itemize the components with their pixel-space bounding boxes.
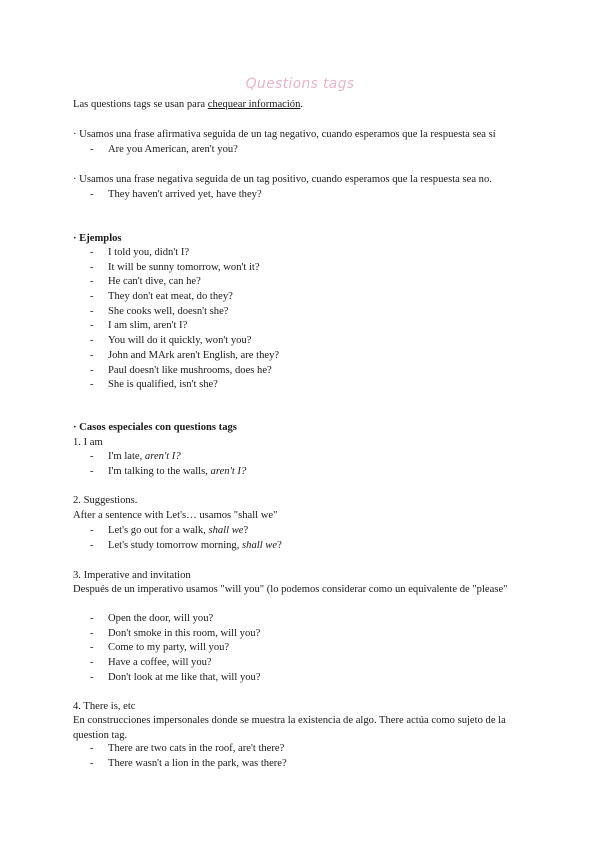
- list-item: - Are you American, aren't you?: [90, 143, 238, 158]
- case3-heading: 3. Imperative and invitation: [73, 570, 191, 581]
- question-tag: shall we: [242, 539, 278, 551]
- rule-negative-list: [90, 188, 262, 203]
- case2-heading: 2. Suggestions.: [73, 495, 138, 506]
- list-item: - There are two cats in the roof, are't there?: [90, 743, 285, 754]
- list-item: - I'm talking to the walls, aren't I?: [90, 465, 247, 477]
- rule-negative: · Usamos una frase negativa seguida de un tag positivo, cuando esperamos que la respuesta sea no.: [73, 174, 492, 185]
- case3-text: Después de un imperativo usamos "will you" (lo podemos considerar como un equivalente de "please": [73, 584, 508, 595]
- list-item: - Let's study tomorrow morning, shall we?: [90, 539, 282, 551]
- page-title: Questions tags: [245, 76, 355, 92]
- examples-heading: · Ejemplos: [73, 233, 122, 244]
- intro-suffix: .: [300, 99, 304, 110]
- question-tag: aren't I?: [210, 465, 247, 477]
- case3-list: [90, 612, 261, 685]
- list-item: - Don't look at me like that, will you?: [90, 671, 261, 683]
- case4-text: En construcciones impersonales donde se muestra la existencia de algo. There actúa como sujeto de la question tag.: [73, 715, 506, 741]
- list-item: - Let's go out for a walk, shall we?: [90, 525, 249, 536]
- examples-list: [90, 246, 279, 393]
- list-item: - Paul doesn't like mushrooms, does he?: [90, 364, 272, 376]
- list-item: - There wasn't a lion in the park, was there?: [90, 757, 287, 769]
- case1-list: [90, 450, 246, 479]
- case2-list: [90, 524, 282, 553]
- list-item: - Open the door, will you?: [90, 613, 214, 624]
- intro-underlined-text: chequear información: [207, 99, 301, 110]
- list-item: - They don't eat meat, do they?: [90, 291, 233, 303]
- list-item: - He can't dive, can he?: [90, 276, 201, 288]
- list-item: - I am slim, aren't I?: [90, 320, 188, 332]
- question-tag: aren't I?: [144, 451, 181, 462]
- question-tag: shall we: [208, 525, 244, 536]
- list-item: - Have a coffee, will you?: [90, 657, 212, 669]
- case2-text: After a sentence with Let's… usamos "shall we": [73, 510, 278, 521]
- intro-paragraph: [73, 98, 543, 113]
- list-item: - I'm late, aren't I?: [90, 451, 181, 462]
- list-item: - She cooks well, doesn't she?: [90, 305, 229, 317]
- list-item: - Come to my party, will you?: [90, 642, 230, 654]
- dash-bullet: -: [90, 189, 94, 200]
- intro-prefix: Las questions tags se usan para: [73, 99, 208, 110]
- list-item: - It will be sunny tomorrow, won't it?: [90, 261, 260, 273]
- dash-bullet: -: [90, 144, 94, 155]
- list-item: - I told you, didn't I?: [90, 247, 190, 258]
- rule-affirmative: · Usamos una frase afirmativa seguida de un tag negativo, cuando esperamos que la respuesta sea sí: [73, 129, 496, 140]
- list-item: - Don't smoke in this room, will you?: [90, 627, 261, 639]
- special-cases-heading: · Casos especiales con questions tags: [73, 422, 237, 433]
- list-item: - John and MArk aren't English, are they?: [90, 349, 280, 361]
- list-item: - You will do it quickly, won't you?: [90, 335, 252, 347]
- list-item: - She is qualified, isn't she?: [90, 379, 218, 391]
- case1-heading: 1. I am: [73, 437, 103, 448]
- list-item: - They haven't arrived yet, have they?: [90, 188, 262, 203]
- rule-affirmative-list: [90, 143, 238, 158]
- case4-list: [90, 742, 287, 771]
- case4-heading: 4. There is, etc: [73, 701, 136, 712]
